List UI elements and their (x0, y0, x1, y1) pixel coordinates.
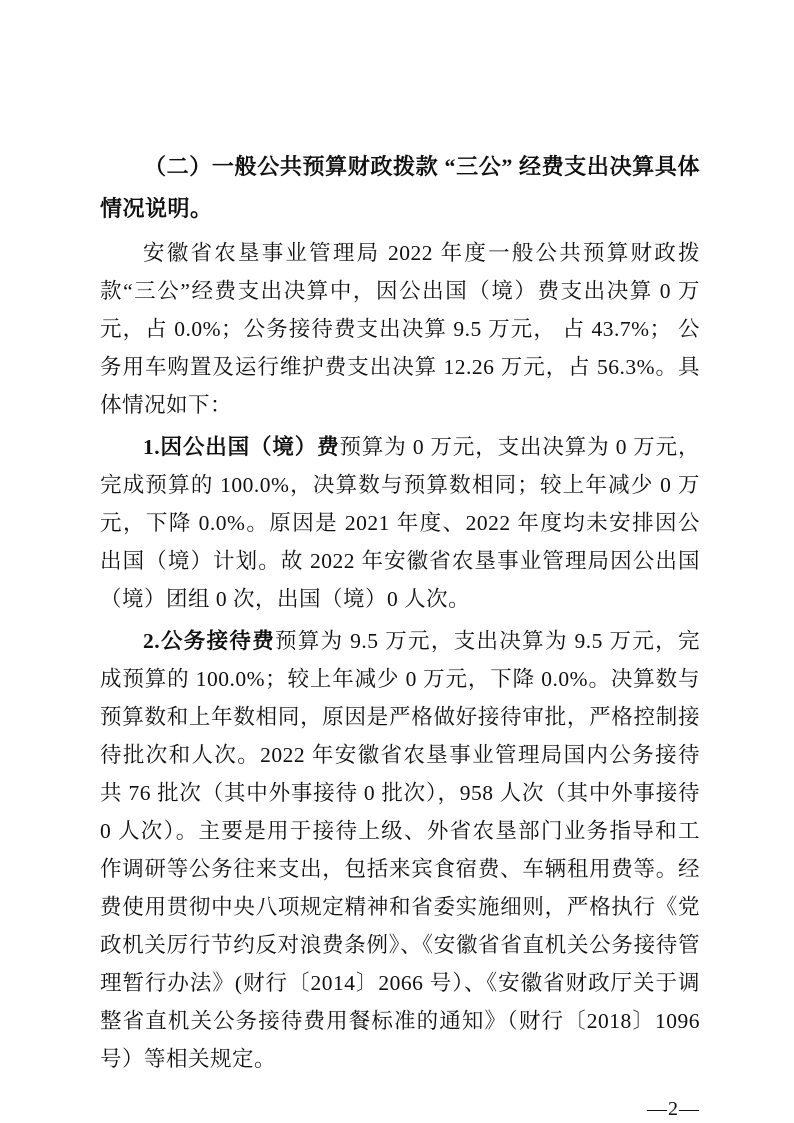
section-heading: （二）一般公共预算财政拨款 “三公” 经费支出决算具体情况说明。 (100, 154, 700, 221)
paragraph-overview: 安徽省农垦事业管理局 2022 年度一般公共预算财政拨款“三公”经费支出决算中，因公出国（境）费支出决算 0 万元，占 0.0%；公务接待费支出决算 9.5 万元， 占 43.7%； 公务用车购置及运行维护费支出决算 12.26 万元，占 56.3%。具体情况如下： (100, 241, 700, 417)
paragraph-item-2 (100, 622, 700, 1078)
document-content (100, 146, 700, 1123)
item-1-lead: 1.因公出国（境）费 (143, 435, 340, 459)
item-2-body: 预算为 9.5 万元，支出决算为 9.5 万元，完成预算的 100.0%；较上年减少 0 万元，下降 0.0%。决算数与预算数和上年数相同，原因是严格做好接待审批，严格控制接待批次和人次。2022 年安徽省农垦事业管理局国内公务接待共 76 批次（其中外事接待 0 批次），958 人次（其中外事接待 0 人次）。主要是用于接待上级、外省农垦部门业务指导和工作调研等公务往来支出，包括来宾食宿费、车辆租用费等。经费使用贯彻中央八项规定精神和省委实施细则，严格执行《党政机关厉行节约反对浪费条例》、《安徽省省直机关公务接待管理暂行办法》(财行〔2014〕2066 号）、《安徽省财政厅关于调整省直机关公务接待费用餐标准的通知》（财行〔2018〕1096 号）等相关规定。 (100, 629, 700, 1071)
paragraph-item-1 (100, 428, 700, 618)
item-1-body: 预算为 0 万元，支出决算为 0 万元，完成预算的 100.0%，决算数与预算数相同；较上年减少 0 万元，下降 0.0%。原因是 2021 年度、2022 年度均未安排因公出国（境）计划。故 2022 年安徽省农垦事业管理局因公出国（境）团组 0 次，出国（境）0 人次。 (100, 435, 700, 611)
item-2-lead: 2.公务接待费 (143, 629, 276, 653)
page-number: —2— (647, 1098, 700, 1120)
